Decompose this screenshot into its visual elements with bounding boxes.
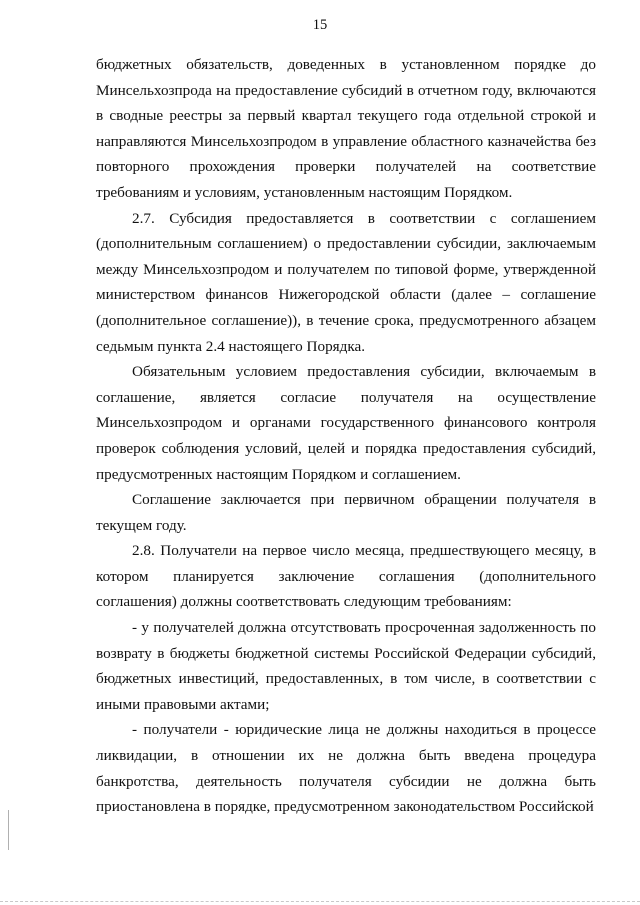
document-body — [96, 52, 596, 820]
list-item-no-overdue-debt: - у получателей должна отсутствовать просроченная задолженность по возврату в бюджеты бюджетной системы Российской Федерации субсидий, бюджетных инвестиций, предоставленных, в том числе, в соответствии с иными правовыми актами; — [96, 619, 596, 713]
scan-bottom-edge — [0, 901, 640, 903]
paragraph-2-8: 2.8. Получатели на первое число месяца, предшествующего месяцу, в котором планируется заключение соглашения (дополнительного соглашения) должны соответствовать следующим требованиям: — [96, 542, 596, 611]
paragraph-mandatory-condition: Обязательным условием предоставления субсидии, включаемым в соглашение, является согласие получателя на осуществление Минсельхозпродом и органами государственного финансового контроля проверок соблюдения условий, целей и порядка предоставления субсидий, предусмотренных настоящим Порядком и соглашением. — [96, 363, 596, 483]
scan-edge-mark — [8, 810, 9, 850]
paragraph-2-7: 2.7. Субсидия предоставляется в соответствии с соглашением (дополнительным соглашением) о предоставлении субсидии, заключаемым между Минсельхозпродом и получателем по типовой форме, утвержденной министерством финансов Нижегородской области (далее – соглашение (дополнительное соглашение)), в течение срока, предусмотренного абзацем седьмым пункта 2.4 настоящего Порядка. — [96, 209, 596, 355]
paragraph-continuation: бюджетных обязательств, доведенных в установленном порядке до Минсельхозпрода на предоставление субсидий в отчетном году, включаются в сводные реестры за первый квартал текущего года отдельной строкой и направляются Минсельхозпродом в управление областного казначейства без повторного прохождения проверки получателей на соответствие требованиям и условиям, установленным настоящим Порядком. — [96, 56, 596, 201]
page-number: 15 — [312, 17, 328, 33]
list-item-no-liquidation: - получатели - юридические лица не должны находиться в процессе ликвидации, в отношении их не должна быть введена процедура банкротства, деятельность получателя субсидии не должна быть приостановлена в порядке, предусмотренном законодательством Российской — [96, 721, 596, 816]
paragraph-agreement-conclusion: Соглашение заключается при первичном обращении получателя в текущем году. — [96, 491, 596, 534]
